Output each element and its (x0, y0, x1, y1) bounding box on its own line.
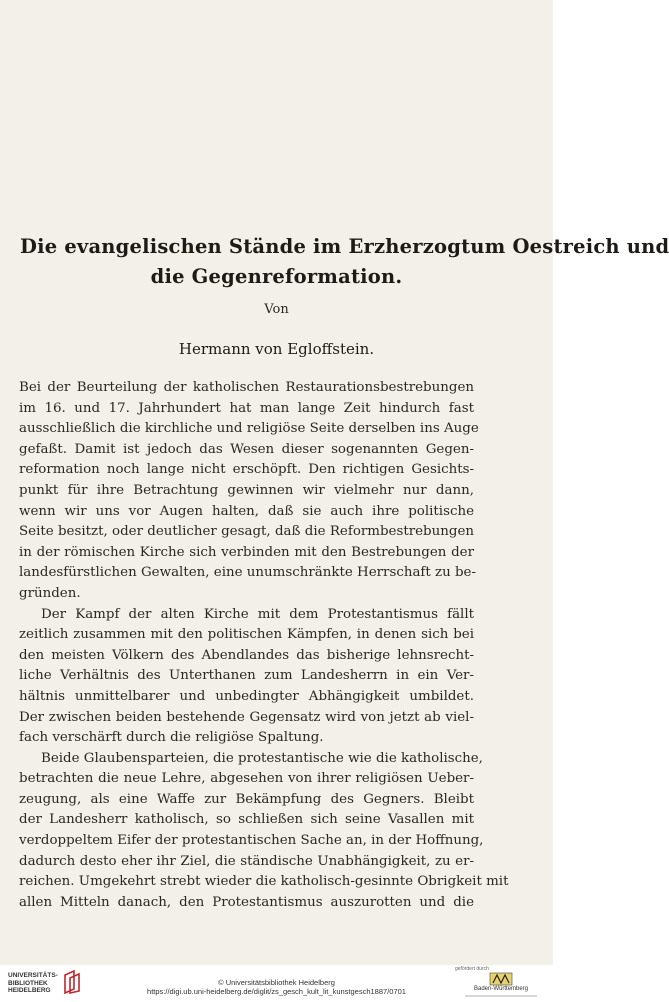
text-line: gründen. (19, 585, 81, 601)
library-name: UNIVERSITÄTS- BIBLIOTHEK HEIDELBERG (8, 972, 58, 994)
body-text (19, 378, 509, 913)
text-line: liche Verhältnis des Unterthanen zum Landesherrn in ein Ver- (19, 668, 474, 684)
text-line: Der Kampf der alten Kirche mit dem Protestantismus fällt (41, 606, 474, 622)
text-line: zeugung, als eine Waffe zur Bekämpfung des Gegners. Bleibt (19, 791, 474, 807)
text-line: verdoppeltem Eifer der protestantischen Sache an, in der Hoffnung, (19, 833, 484, 849)
text-line: betrachten die neue Lehre, abgesehen von ihrer religiösen Ueber- (19, 771, 474, 787)
state-emblem-icon (489, 972, 513, 986)
footer (0, 965, 553, 1002)
text-line: in der römischen Kirche sich verbinden mit den Bestrebungen der (19, 544, 474, 560)
text-line: dadurch desto eher ihr Ziel, die ständische Unabhängigkeit, zu er- (19, 853, 474, 869)
funder-caption: gefördert durch (455, 966, 489, 972)
text-line: reformation noch lange nicht erschöpft. Den richtigen Gesichts- (19, 462, 474, 478)
funder-logo[interactable] (455, 966, 547, 1000)
text-line: der Landesherr katholisch, so schließen sich seine Vasallen mit (19, 812, 474, 828)
title-line-1: Die evangelischen Stände im Erzherzogtum Oestreich und (20, 235, 669, 258)
text-line: zeitlich zusammen mit den politischen Kämpfen, in denen sich bei (19, 627, 474, 643)
title-line-2: die Gegenreformation. (150, 265, 403, 288)
text-line: gefaßt. Damit ist jedoch das Wesen dieser sogenannten Gegen- (19, 441, 474, 457)
article-title (20, 232, 669, 292)
author-name: Hermann von Egloffstein. (178, 340, 375, 358)
text-line: reichen. Umgekehrt strebt wieder die katholisch-gesinnte Obrigkeit mit (19, 874, 509, 890)
text-line: fach verschärft durch die religiöse Spaltung. (19, 730, 324, 746)
text-line: wenn wir uns vor Augen halten, daß sie auch ihre politische (19, 503, 474, 519)
text-line: im 16. und 17. Jahrhundert hat man lange Zeit hindurch fast (19, 400, 474, 416)
source-url[interactable]: https://digi.ub.uni-heidelberg.de/diglit/zs_gesch_kult_lit_kunstgesch1887/0701 (147, 987, 406, 996)
funder-name: Baden-Württemberg (473, 986, 529, 992)
text-line: ausschließlich die kirchliche und religiöse Seite derselben ins Auge (19, 421, 479, 437)
text-line: Seite besitzt, oder deutlicher gesagt, daß die Reformbestrebungen (19, 524, 474, 540)
text-line: allen Mitteln danach, den Protestantismus auszurotten und die (19, 894, 474, 910)
text-line: hältnis unmittelbarer und unbedingter Abhängigkeit umbildet. (19, 688, 474, 704)
text-line: den meisten Völkern des Abendlandes das bisherige lehnsrecht- (19, 647, 474, 663)
text-line: Bei der Beurteilung der katholischen Restaurationsbestrebungen (19, 380, 474, 395)
copyright-notice: © Universitätsbibliothek Heidelberg (218, 978, 335, 987)
text-line: Beide Glaubensparteien, die protestantische wie die katholische, (41, 750, 483, 766)
byline-prefix: Von (264, 302, 289, 317)
text-line: landesfürstlichen Gewalten, eine unumschränkte Herrschaft zu be- (19, 565, 476, 581)
text-line: punkt für ihre Betrachtung gewinnen wir vielmehr nur dann, (19, 482, 474, 498)
text-line: Der zwischen beiden bestehende Gegensatz wird von jetzt ab viel- (19, 709, 474, 725)
funder-subline-decoration (455, 994, 547, 998)
